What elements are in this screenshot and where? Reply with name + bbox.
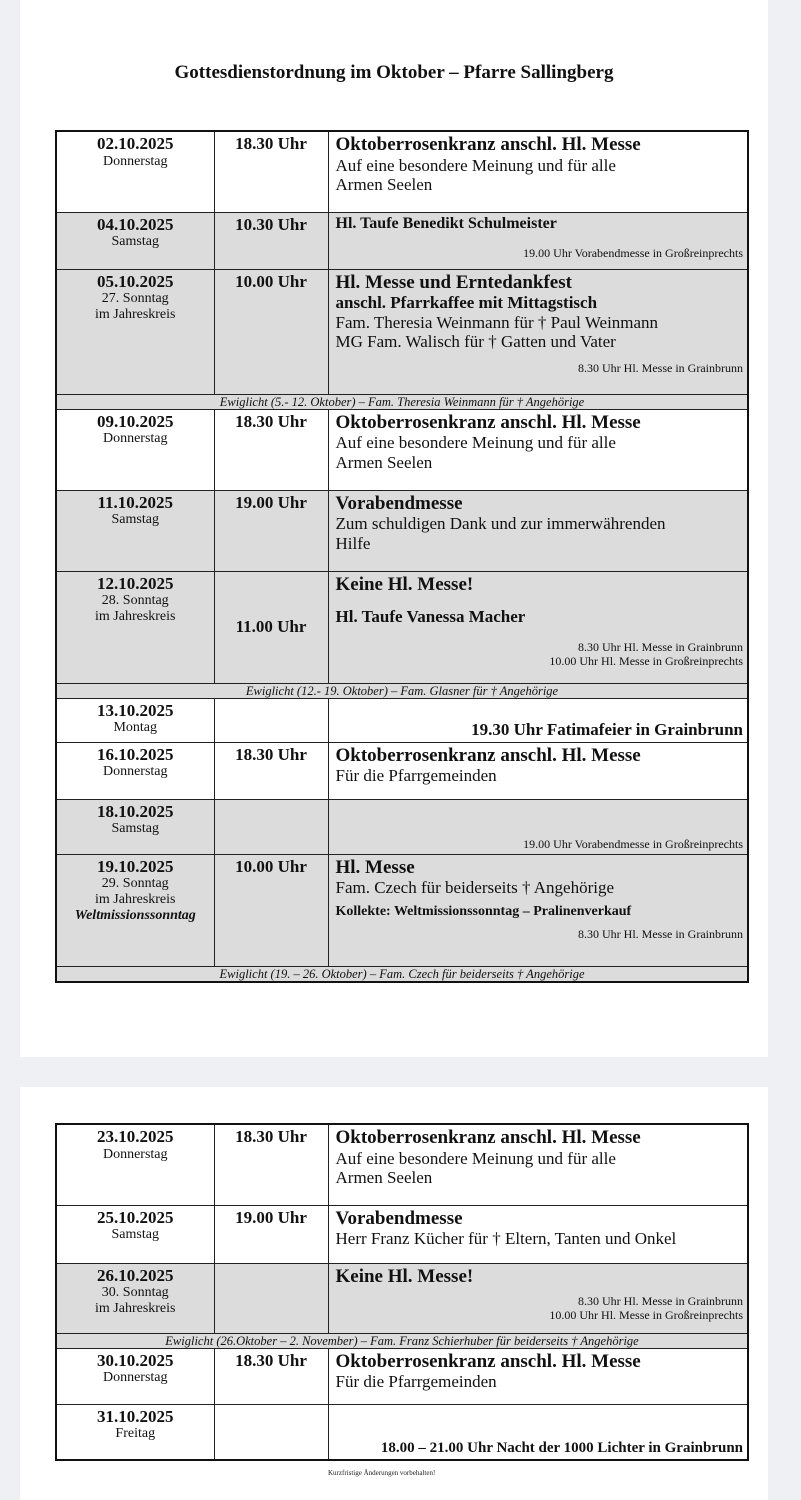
event-cell: Hl. Messe und Erntedankfest anschl. Pfarrkaffee mit Mittagstisch Fam. Theresia Weinmann für † Paul Weinmann MG Fam. Walisch für † Gatten und Vater 8.30 Uhr Hl. Messe in Grainbrunn bbox=[328, 269, 748, 394]
table-row bbox=[56, 269, 748, 394]
date-cell: 13.10.2025 Montag bbox=[56, 698, 214, 742]
event-cell: 19.00 Uhr Vorabendmesse in Großreinprechts bbox=[328, 799, 748, 854]
event-cell: Keine Hl. Messe! 8.30 Uhr Hl. Messe in Grainbrunn 10.00 Uhr Hl. Messe in Großreinprechts bbox=[328, 1263, 748, 1333]
table-row bbox=[56, 1205, 748, 1263]
date-cell: 18.10.2025 Samstag bbox=[56, 799, 214, 854]
time-cell: 11.00 Uhr bbox=[214, 571, 328, 683]
schedule-table bbox=[55, 130, 749, 983]
table-row bbox=[56, 1263, 748, 1333]
ewiglicht-row: Ewiglicht (26.Oktober – 2. November) – Fam. Franz Schierhuber für beiderseits † Angehörige bbox=[56, 1333, 748, 1348]
date-cell: 02.10.2025 Donnerstag bbox=[56, 131, 214, 212]
time-cell: 18.30 Uhr bbox=[214, 409, 328, 490]
time-cell: 19.00 Uhr bbox=[214, 1205, 328, 1263]
table-row bbox=[56, 571, 748, 683]
table-row bbox=[56, 1404, 748, 1460]
time-cell: 10.30 Uhr bbox=[214, 212, 328, 269]
date-cell: 12.10.2025 28. Sonntag im Jahreskreis bbox=[56, 571, 214, 683]
date-cell: 05.10.2025 27. Sonntag im Jahreskreis bbox=[56, 269, 214, 394]
time-cell: 18.30 Uhr bbox=[214, 1348, 328, 1404]
date-cell: 26.10.2025 30. Sonntag im Jahreskreis bbox=[56, 1263, 214, 1333]
date-cell: 19.10.2025 29. Sonntag im Jahreskreis Weltmissionssonntag bbox=[56, 854, 214, 966]
table-row bbox=[56, 131, 748, 212]
table-row bbox=[56, 1348, 748, 1404]
ewiglicht-row: Ewiglicht (12.- 19. Oktober) – Fam. Glasner für † Angehörige bbox=[56, 683, 748, 698]
time-cell: 10.00 Uhr bbox=[214, 854, 328, 966]
table-row bbox=[56, 799, 748, 854]
date-cell: 11.10.2025 Samstag bbox=[56, 490, 214, 571]
ewiglicht-row: Ewiglicht (5.- 12. Oktober) – Fam. Theresia Weinmann für † Angehörige bbox=[56, 394, 748, 409]
time-cell: 10.00 Uhr bbox=[214, 269, 328, 394]
event-cell: Oktoberrosenkranz anschl. Hl. Messe Für die Pfarrgemeinden bbox=[328, 742, 748, 799]
time-cell bbox=[214, 698, 328, 742]
table-row bbox=[56, 212, 748, 269]
ewiglicht-row: Ewiglicht (19. – 26. Oktober) – Fam. Czech für beiderseits † Angehörige bbox=[56, 966, 748, 982]
table-row bbox=[56, 742, 748, 799]
table-row bbox=[56, 409, 748, 490]
time-cell: 18.30 Uhr bbox=[214, 742, 328, 799]
date-cell: 04.10.2025 Samstag bbox=[56, 212, 214, 269]
event-cell: Oktoberrosenkranz anschl. Hl. Messe Auf eine besondere Meinung und für alle Armen Seelen bbox=[328, 409, 748, 490]
event-cell: Oktoberrosenkranz anschl. Hl. Messe Auf eine besondere Meinung und für alle Armen Seelen bbox=[328, 131, 748, 212]
time-cell: 19.00 Uhr bbox=[214, 490, 328, 571]
event-cell: Vorabendmesse Zum schuldigen Dank und zur immerwährenden Hilfe bbox=[328, 490, 748, 571]
event-cell: Vorabendmesse Herr Franz Kücher für † Eltern, Tanten und Onkel bbox=[328, 1205, 748, 1263]
footnote: Kurzfristige Änderungen vorbehalten! bbox=[328, 1469, 436, 1477]
event-cell: Hl. Messe Fam. Czech für beiderseits † Angehörige Kollekte: Weltmissionssonntag – Pralinenverkauf 8.30 Uhr Hl. Messe in Grainbrunn bbox=[328, 854, 748, 966]
event-cell: Oktoberrosenkranz anschl. Hl. Messe Auf eine besondere Meinung und für alle Armen Seelen bbox=[328, 1124, 748, 1205]
date-cell: 31.10.2025 Freitag bbox=[56, 1404, 214, 1460]
table-row bbox=[56, 698, 748, 742]
event-cell: 19.30 Uhr Fatimafeier in Grainbrunn bbox=[328, 698, 748, 742]
page-title: Gottesdienstordnung im Oktober – Pfarre Sallingberg bbox=[174, 62, 614, 83]
event-cell: Hl. Taufe Benedikt Schulmeister 19.00 Uhr Vorabendmesse in Großreinprechts bbox=[328, 212, 748, 269]
event-cell: 18.00 – 21.00 Uhr Nacht der 1000 Lichter in Grainbrunn bbox=[328, 1404, 748, 1460]
document-page-2 bbox=[20, 1087, 768, 1500]
event-cell: Oktoberrosenkranz anschl. Hl. Messe Für die Pfarrgemeinden bbox=[328, 1348, 748, 1404]
time-cell: 18.30 Uhr bbox=[214, 1124, 328, 1205]
date-cell: 16.10.2025 Donnerstag bbox=[56, 742, 214, 799]
schedule-table bbox=[55, 1123, 749, 1461]
time-cell: 18.30 Uhr bbox=[214, 131, 328, 212]
table-row bbox=[56, 854, 748, 966]
event-cell: Keine Hl. Messe! Hl. Taufe Vanessa Macher 8.30 Uhr Hl. Messe in Grainbrunn 10.00 Uhr Hl. Messe in Großreinprechts bbox=[328, 571, 748, 683]
document-page-1 bbox=[20, 0, 768, 1057]
time-cell bbox=[214, 799, 328, 854]
table-row bbox=[56, 1124, 748, 1205]
time-cell bbox=[214, 1263, 328, 1333]
time-cell bbox=[214, 1404, 328, 1460]
date-cell: 30.10.2025 Donnerstag bbox=[56, 1348, 214, 1404]
date-cell: 23.10.2025 Donnerstag bbox=[56, 1124, 214, 1205]
table-row bbox=[56, 490, 748, 571]
date-cell: 25.10.2025 Samstag bbox=[56, 1205, 214, 1263]
date-cell: 09.10.2025 Donnerstag bbox=[56, 409, 214, 490]
